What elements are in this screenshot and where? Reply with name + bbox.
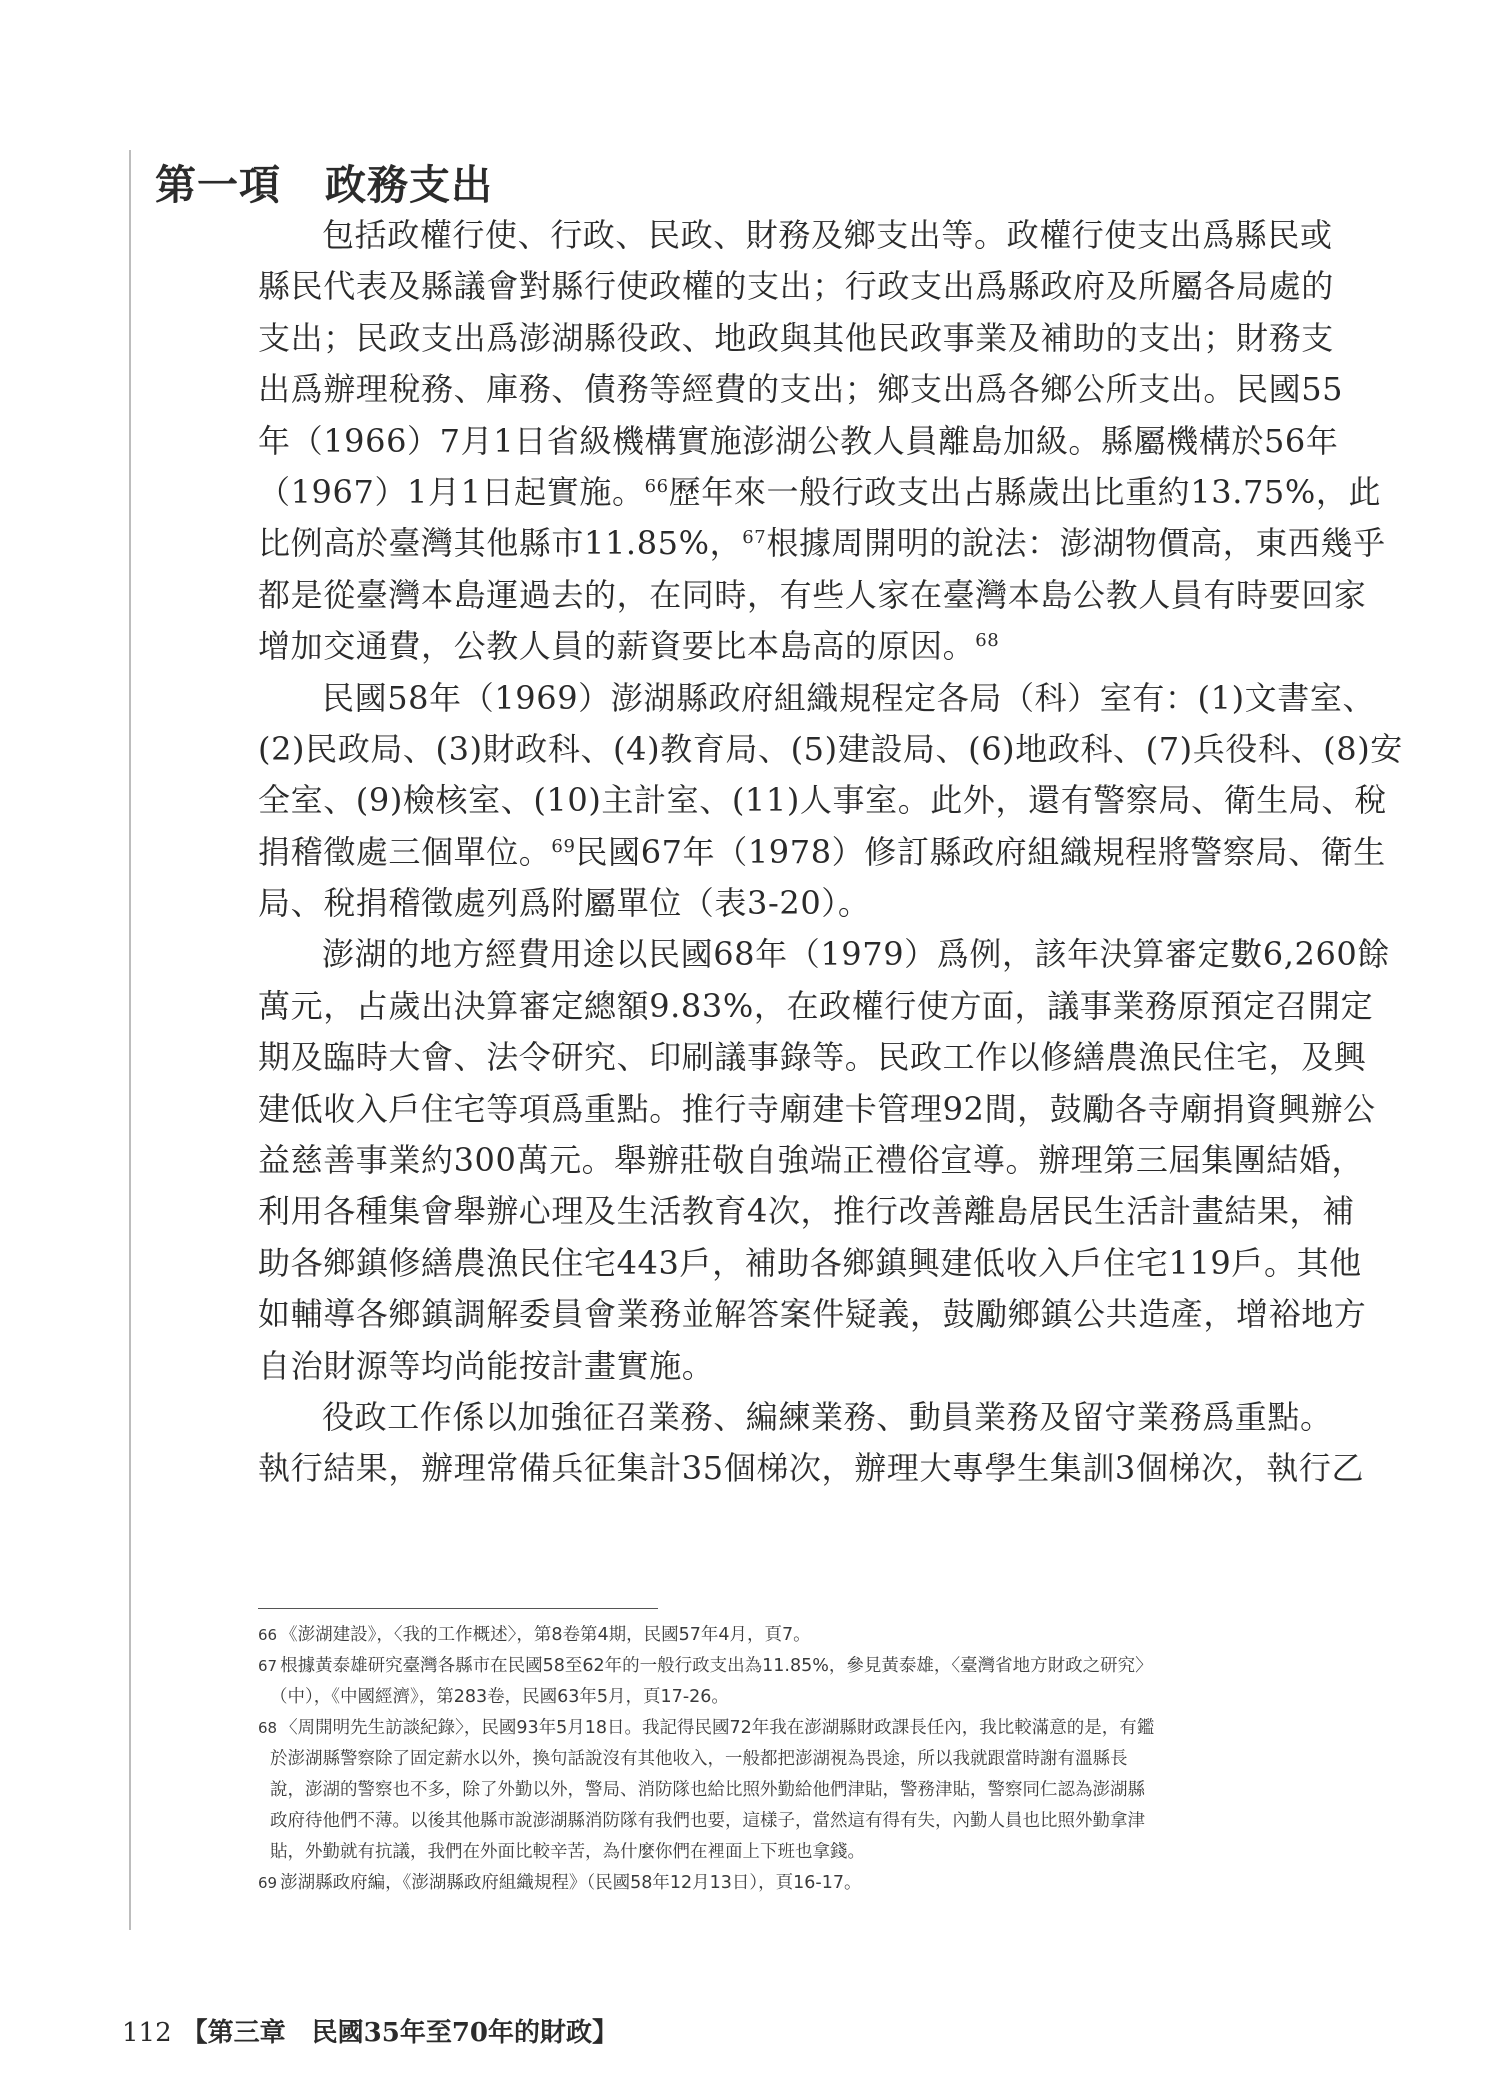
footnote-line: 貼，外勤就有抗議，我們在外面比較辛苦，為什麼你們在裡面上下班也拿錢。 xyxy=(270,1842,865,1862)
footnote-67: 67 根據黃泰雄研究臺灣各縣市在民國58至62年的一般行政支出為11.85%，參見黃泰雄，〈臺灣省地方財政之研究〉 xyxy=(258,1656,1153,1676)
footnote-69: 69 澎湖縣政府編，《澎湖縣政府組織規程》（民國58年12月13日），頁16-17。 xyxy=(258,1873,862,1893)
body-line: 出爲辦理稅務、庫務、債務等經費的支出；鄉支出爲各鄉公所支出。民國55 xyxy=(258,370,1344,409)
body-line: 利用各種集會舉辦心理及生活教育4次，推行改善離島居民生活計畫結果，補 xyxy=(258,1192,1355,1231)
footnote-line: 說，澎湖的警察也不多，除了外勤以外，警局、消防隊也給比照外勤給他們津貼，警務津貼，警察同仁認為澎湖縣 xyxy=(270,1780,1145,1800)
footnote-line: 於澎湖縣警察除了固定薪水以外，換句話說沒有其他收入，一般都把澎湖視為畏途，所以我就跟當時謝有溫縣長 xyxy=(270,1749,1128,1769)
body-line: 役政工作係以加強征召業務、編練業務、動員業務及留守業務爲重點。 xyxy=(322,1397,1333,1436)
heading-prefix: 第一項 xyxy=(155,161,281,209)
note-ref[interactable]: 67 xyxy=(742,527,767,549)
body-line: 捐稽徵處三個單位。$^{69}$民國67年（1978）修訂縣政府組織規程將警察局、衛生 xyxy=(258,832,1386,871)
footnotes xyxy=(258,1620,1338,1899)
chapter-label: 【第三章 民國35年至70年的財政】 xyxy=(181,2018,619,2048)
body-line: 益慈善事業約300萬元。舉辦莊敬自強端正禮俗宣導。辦理第三屆集團結婚， xyxy=(258,1141,1365,1180)
body-line: 助各鄉鎮修繕農漁民住宅443戶，補助各鄉鎮興建低收入戶住宅119戶。其他 xyxy=(258,1243,1362,1282)
body-line: 比例高於臺灣其他縣市11.85%，$^{67}$根據周開明的說法：澎湖物價高，東西幾乎 xyxy=(258,524,1386,563)
body-line: 都是從臺灣本島運過去的，在同時，有些人家在臺灣本島公教人員有時要回家 xyxy=(258,575,1367,614)
section-heading xyxy=(155,152,493,211)
footnote-divider xyxy=(258,1608,658,1609)
body-line: (2)民政局、(3)財政科、(4)教育局、(5)建設局、(6)地政科、(7)兵役科、(8)安 xyxy=(258,729,1403,768)
body-line: （1967）1月1日起實施。$^{66}$歷年來一般行政支出占縣歲出比重約13.75%，此 xyxy=(258,472,1382,511)
body-line: 縣民代表及縣議會對縣行使政權的支出；行政支出爲縣政府及所屬各局處的 xyxy=(258,267,1334,306)
heading-title: 政務支出 xyxy=(325,161,493,209)
body-line: 全室、(9)檢核室、(10)主計室、(11)人事室。此外，還有警察局、衛生局、稅 xyxy=(258,781,1387,820)
page-footer xyxy=(122,2012,618,2049)
footnote-line: （中），《中國經濟》，第283卷，民國63年5月，頁17-26。 xyxy=(270,1687,729,1707)
body-line: 自治財源等均尚能按計畫實施。 xyxy=(258,1346,715,1385)
body-line: 支出；民政支出爲澎湖縣役政、地政與其他民政事業及補助的支出；財務支 xyxy=(258,318,1334,357)
body-line: 民國58年（1969）澎湖縣政府組織規程定各局（科）室有：(1)文書室、 xyxy=(322,678,1376,717)
body-line: 局、稅捐稽徵處列爲附屬單位（表3-20）。 xyxy=(258,884,871,923)
note-ref[interactable]: 66 xyxy=(644,475,669,497)
footnote-line: 政府待他們不薄。以後其他縣市說澎湖縣消防隊有我們也要，這樣子，當然這有得有失，內勤人員也比照外勤拿津 xyxy=(270,1811,1145,1831)
margin-rule xyxy=(129,150,131,1930)
body-line: 澎湖的地方經費用途以民國68年（1979）爲例，該年決算審定數6,260餘 xyxy=(322,935,1390,974)
body-line: 如輔導各鄉鎮調解委員會業務並解答案件疑義，鼓勵鄉鎮公共造產，增裕地方 xyxy=(258,1295,1367,1334)
body-text xyxy=(258,210,1403,1495)
body-line: 包括政權行使、行政、民政、財務及鄉支出等。政權行使支出爲縣民或 xyxy=(322,216,1333,254)
footnote-68: 68 〈周開明先生訪談紀錄〉，民國93年5月18日。我記得民國72年我在澎湖縣財政課長任內，我比較滿意的是，有鑑 xyxy=(258,1718,1155,1738)
footnote-66: 66 《澎湖建設》，〈我的工作概述〉，第8卷第4期，民國57年4月，頁7。 xyxy=(258,1625,811,1645)
body-line: 建低收入戶住宅等項爲重點。推行寺廟建卡管理92間，鼓勵各寺廟捐資興辦公 xyxy=(258,1089,1376,1128)
body-line: 執行結果，辦理常備兵征集計35個梯次，辦理大專學生集訓3個梯次，執行乙 xyxy=(258,1449,1365,1488)
note-ref[interactable]: 68 xyxy=(975,630,1000,652)
body-line: 增加交通費，公教人員的薪資要比本島高的原因。$^{68}$ xyxy=(258,627,1000,666)
body-line: 期及臨時大會、法令研究、印刷議事錄等。民政工作以修繕農漁民住宅，及興 xyxy=(258,1038,1367,1077)
note-ref[interactable]: 69 xyxy=(551,835,576,857)
body-line: 萬元，占歲出決算審定總額9.83%，在政權行使方面，議事業務原預定召開定 xyxy=(258,986,1374,1025)
body-line: 年（1966）7月1日省級機構實施澎湖公教人員離島加級。縣屬機構於56年 xyxy=(258,421,1339,460)
page-number: 112 xyxy=(122,2018,172,2048)
